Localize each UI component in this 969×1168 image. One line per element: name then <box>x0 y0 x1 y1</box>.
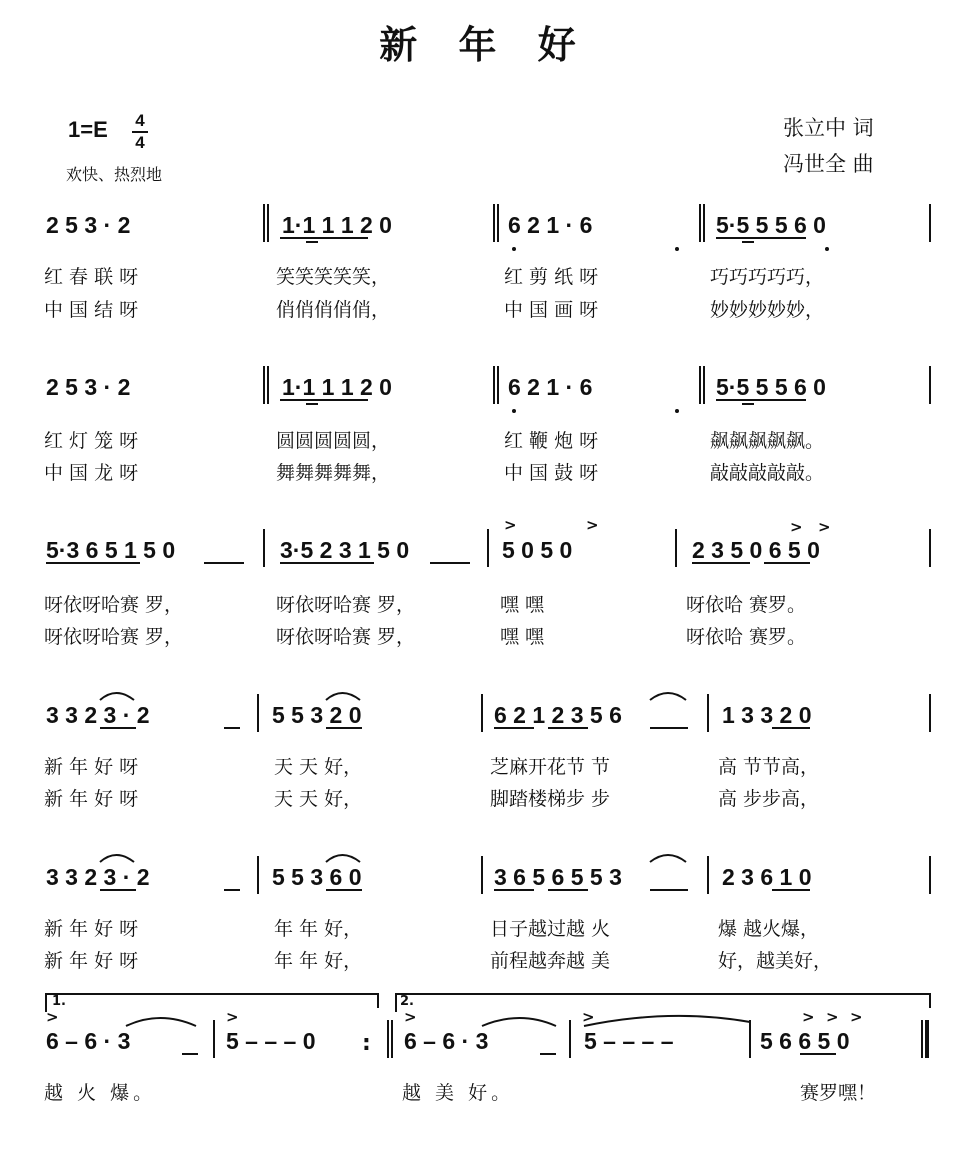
lyric: 嘿 嘿 <box>500 626 545 648</box>
measure: 1·1 1 1 2 0 <box>282 374 392 400</box>
time-signature-top: 4 <box>135 111 145 130</box>
lyric: 俏俏俏俏俏， <box>276 299 391 321</box>
lyric: 前程越奔越 美 <box>490 950 611 972</box>
measure: 6 – 6 · 3 <box>46 1028 131 1054</box>
lyric: 越 火 爆。 <box>44 1082 157 1104</box>
svg-text:>: > <box>226 1008 239 1026</box>
svg-text:>: > <box>818 518 831 536</box>
time-signature-bottom: 4 <box>135 133 145 152</box>
measure: 6 2 1 2 3 5 6 <box>494 702 622 728</box>
key-signature: 1=E <box>68 117 108 142</box>
measure: 2 5 3 · 2 <box>46 212 131 238</box>
lyric: 呀依呀哈赛 罗， <box>44 626 184 648</box>
lyric: 新 年 好 呀 <box>44 918 139 940</box>
measure: 5 5 3 6 0 <box>272 864 362 890</box>
lyric: 舞舞舞舞舞， <box>276 462 391 484</box>
measure: 5 – – – – <box>584 1028 674 1054</box>
song-title: 新 年 好 <box>379 23 590 67</box>
lyric: 新 年 好 呀 <box>44 788 139 810</box>
measure: 3 3 2 3 · 2 <box>46 702 150 728</box>
lyric: 飙飙飙飙飙。 <box>710 430 825 452</box>
lyric: 敲敲敲敲敲。 <box>710 462 825 484</box>
lyric: 呀依哈 赛罗。 <box>686 594 807 616</box>
measure: 5 5 3 2 0 <box>272 702 362 728</box>
svg-text:>: > <box>46 1008 59 1026</box>
lyric: 中 国 鼓 呀 <box>504 462 599 484</box>
measure: 5 – – – 0 <box>226 1028 316 1054</box>
svg-text:>: > <box>802 1008 815 1026</box>
measure: 2 3 5 0 6 5 0 <box>692 537 820 563</box>
measure: 1 3 3 2 0 <box>722 702 812 728</box>
measure: 5 0 5 0 <box>502 537 573 563</box>
lyric: 天 天 好， <box>274 756 363 778</box>
lyric: 呀依呀哈赛 罗， <box>276 594 416 616</box>
lyric: 日子越过越 火 <box>490 918 611 940</box>
lyric: 中 国 画 呀 <box>504 299 599 321</box>
svg-text::: : <box>362 1031 371 1056</box>
lyric: 中 国 龙 呀 <box>44 462 139 484</box>
lyric: 嘿 嘿 <box>500 594 545 616</box>
lyric: 红 春 联 呀 <box>44 266 139 288</box>
lyric: 中 国 结 呀 <box>44 299 139 321</box>
composer-credit: 冯世全 曲 <box>783 152 874 176</box>
measure: 6 – 6 · 3 <box>404 1028 489 1054</box>
lyric: 呀依呀哈赛 罗， <box>276 626 416 648</box>
measure: 5 6 6 5 0 <box>760 1028 850 1054</box>
svg-text:>: > <box>586 516 599 534</box>
lyric: 爆 越火爆， <box>718 918 820 940</box>
lyric: 妙妙妙妙妙， <box>710 299 825 321</box>
lyric: 年 年 好， <box>274 950 363 972</box>
svg-text:>: > <box>790 518 803 536</box>
lyric: 芝麻开花节 节 <box>490 756 611 778</box>
measure: 3 6 5 6 5 5 3 <box>494 864 622 890</box>
lyric: 圆圆圆圆圆， <box>276 430 391 452</box>
lyric: 好，越美好， <box>718 950 833 972</box>
lyric: 呀依呀哈赛 罗， <box>44 594 184 616</box>
lyricist-credit: 张立中 词 <box>783 116 874 140</box>
lyric: 脚踏楼梯步 步 <box>490 788 611 810</box>
measure: 5·3 6 5 1 5 0 <box>46 537 176 563</box>
lyric: 天 天 好， <box>274 788 363 810</box>
svg-text:>: > <box>826 1008 839 1026</box>
lyric: 高 步步高， <box>718 788 820 810</box>
svg-text:>: > <box>404 1008 417 1026</box>
measure: 2 3 6 1 0 <box>722 864 812 890</box>
measure: 5·5 5 5 6 0 <box>716 374 826 400</box>
svg-text:>: > <box>582 1008 595 1026</box>
lyric: 新 年 好 呀 <box>44 756 139 778</box>
lyric: 红 灯 笼 呀 <box>44 430 139 452</box>
lyric: 呀依哈 赛罗。 <box>686 626 807 648</box>
measure: 2 5 3 · 2 <box>46 374 131 400</box>
lyric: 巧巧巧巧巧， <box>710 266 825 288</box>
measure: 5·5 5 5 6 0 <box>716 212 826 238</box>
lyric: 新 年 好 呀 <box>44 950 139 972</box>
lyric: 红 剪 纸 呀 <box>504 266 599 288</box>
lyric: 笑笑笑笑笑， <box>276 266 391 288</box>
lyric: 越 美 好。 <box>402 1082 515 1104</box>
svg-text:>: > <box>850 1008 863 1026</box>
tempo-marking: 欢快、热烈地 <box>66 165 163 184</box>
lyric: 赛罗嘿！ <box>800 1082 877 1104</box>
measure: 6 2 1 · 6 <box>508 212 593 238</box>
first-ending-label: 1. <box>52 994 66 1009</box>
lyric: 高 节节高， <box>718 756 820 778</box>
measure: 3·5 2 3 1 5 0 <box>280 537 410 563</box>
measure: 1·1 1 1 2 0 <box>282 212 392 238</box>
measure: 6 2 1 · 6 <box>508 374 593 400</box>
measure: 3 3 2 3 · 2 <box>46 864 150 890</box>
svg-text:>: > <box>504 516 517 534</box>
lyric: 红 鞭 炮 呀 <box>504 430 599 452</box>
lyric: 年 年 好， <box>274 918 363 940</box>
second-ending-label: 2. <box>400 994 414 1009</box>
